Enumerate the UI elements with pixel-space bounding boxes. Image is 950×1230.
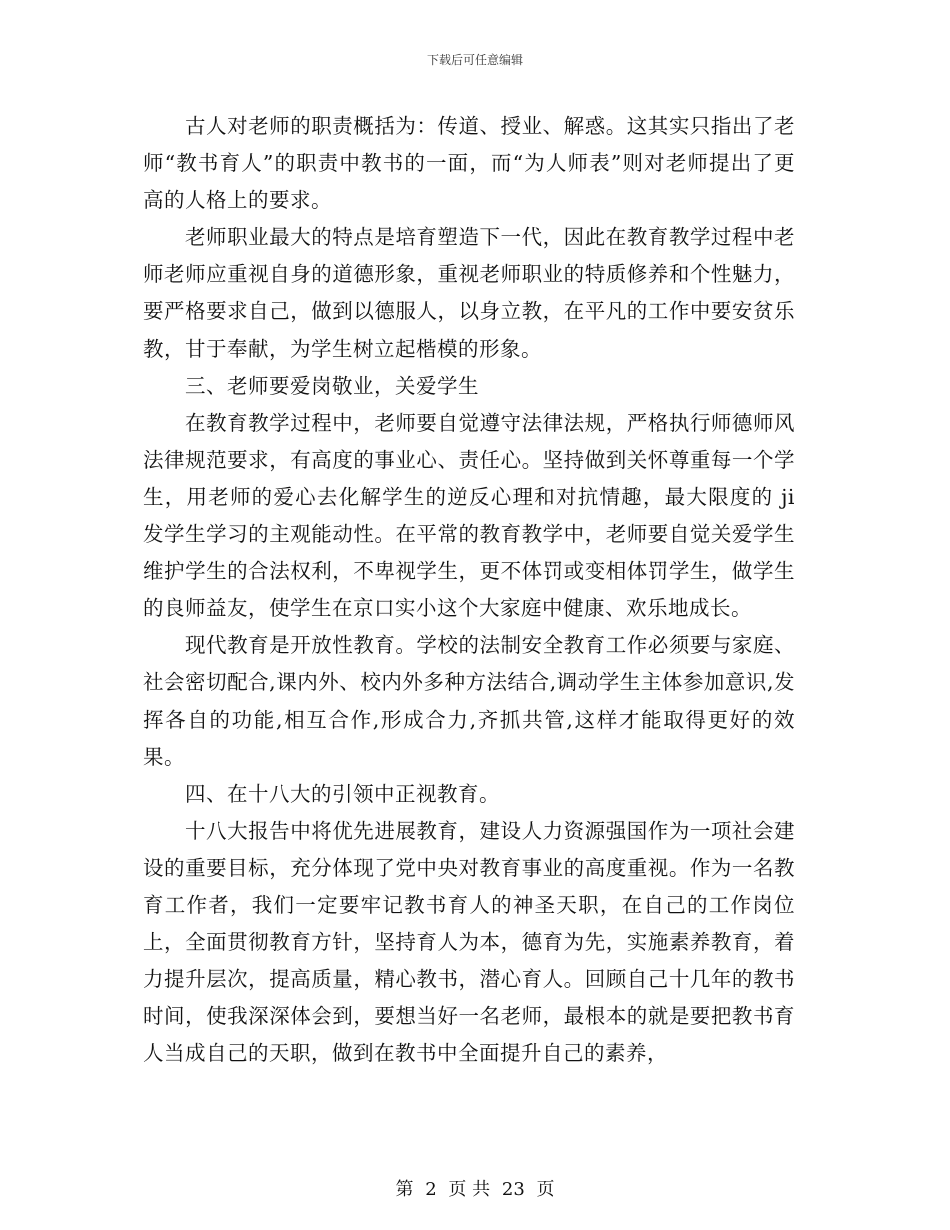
- page-footer-prefix: 第: [395, 1179, 414, 1200]
- page-footer: [0, 1178, 950, 1202]
- section-heading: 四、在十八大的引领中正视教育。: [185, 781, 501, 806]
- paragraph: 老师职业最大的特点是培育塑造下一代，因此在教育教学过程中老师老师应重视自身的道德形象，重视老师职业的特质修养和个性魅力，要严格要求自己，做到以德服人，以身立教，在平凡的工作中要安贫乐教，甘于奉献，为学生树立起楷模的形象。: [143, 225, 795, 361]
- page-header-note: 下载后可任意编辑: [426, 53, 523, 67]
- section-heading: 三、老师要爱岗敬业，关爱学生: [185, 373, 480, 398]
- page-footer-middle: 页 共: [448, 1179, 491, 1200]
- page-footer-suffix: 页: [536, 1179, 555, 1200]
- paragraph: 古人对老师的职责概括为：传道、授业、解惑。这其实只指出了老师“教书育人”的职责中教书的一面，而“为人师表”则对老师提出了更高的人格上的要求。: [143, 114, 795, 213]
- page-number: 2: [425, 1179, 437, 1200]
- paragraph: 在教育教学过程中，老师要自觉遵守法律法规，严格执行师德师风法律规范要求，有高度的事业心、责任心。坚持做到关怀尊重每一个学生，用老师的爱心去化解学生的逆反心理和对抗情趣，最大限度的 ji 发学生学习的主观能动性。在平常的教育教学中，老师要自觉关爱学生维护学生的合法权利，不卑视学生，更不体罚或变相体罚学生，做学生的良师益友，使学生在京口实小这个大家庭中健康、欢乐地成长。: [143, 410, 795, 621]
- paragraph: 现代教育是开放性教育。学校的法制安全教育工作必须要与家庭、社会密切配合,课内外、校内外多种方法结合,调动学生主体参加意识,发挥各自的功能,相互合作,形成合力,齐抓共管,这样才能取得更好的效果。: [143, 633, 795, 769]
- page-total: 23: [501, 1179, 525, 1200]
- paragraph: 十八大报告中将优先进展教育，建设人力资源强国作为一项社会建设的重要目标，充分体现了党中央对教育事业的高度重视。作为一名教育工作者，我们一定要牢记教书育人的神圣天职，在自己的工作岗位上，全面贯彻教育方针，坚持育人为本，德育为先，实施素养教育，着力提升层次，提高质量，精心教书，潜心育人。回顾自己十几年的教书时间，使我深深体会到，要想当好一名老师，最根本的就是要把教书育人当成自己的天职，做到在教书中全面提升自己的素养，: [143, 818, 795, 1066]
- document-body: [143, 108, 795, 1072]
